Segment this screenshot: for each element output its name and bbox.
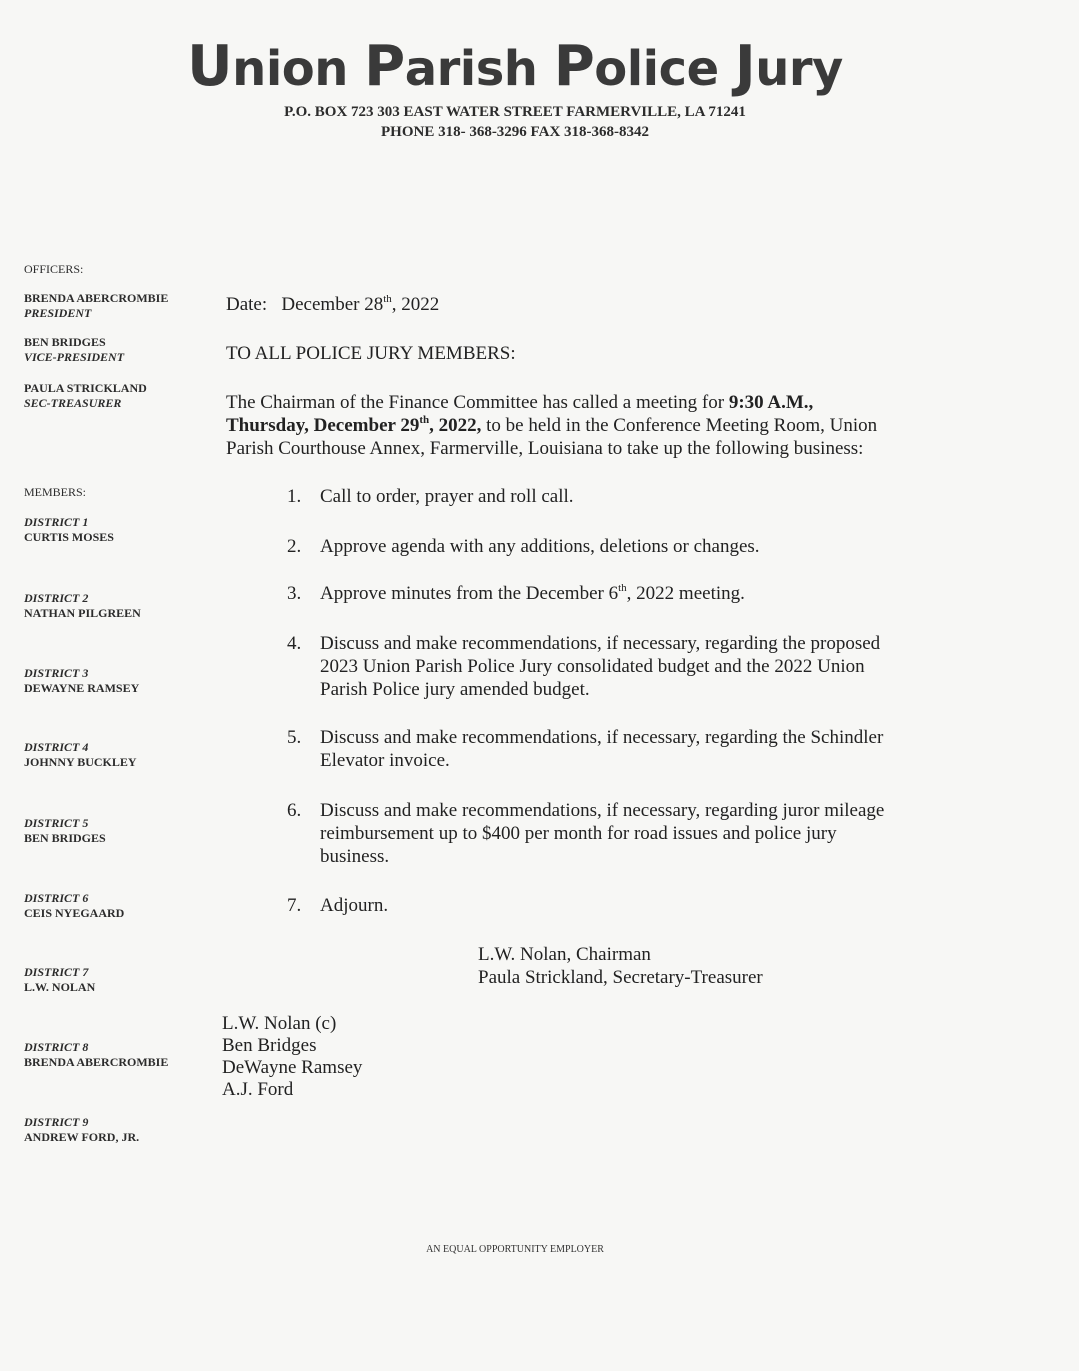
member-entry bbox=[24, 515, 114, 545]
agenda-item bbox=[287, 582, 967, 605]
member-entry bbox=[24, 816, 106, 846]
member-entry bbox=[24, 740, 137, 770]
letterhead-phone: PHONE 318- 368-3296 FAX 318-368-8342 bbox=[380, 124, 650, 140]
officer-name: BEN BRIDGES bbox=[24, 335, 106, 349]
member-name: JOHNNY BUCKLEY bbox=[24, 755, 137, 769]
committee-member: A.J. Ford bbox=[222, 1079, 294, 1100]
footer-eoe: AN EQUAL OPPORTUNITY EMPLOYER bbox=[426, 1244, 604, 1255]
agenda-item-text: Call to order, prayer and roll call. bbox=[320, 486, 574, 507]
member-district: DISTRICT 7 bbox=[24, 965, 89, 979]
agenda-item-text: Approve minutes from the December 6th, 2022 meeting. bbox=[320, 581, 745, 604]
member-entry bbox=[24, 1040, 168, 1070]
agenda-item-number: 1. bbox=[287, 486, 302, 507]
officers-heading: OFFICERS: bbox=[24, 262, 84, 276]
member-name: DEWAYNE RAMSEY bbox=[24, 681, 140, 695]
member-entry bbox=[24, 591, 141, 621]
member-name: L.W. NOLAN bbox=[24, 980, 96, 994]
agenda-item-number: 6. bbox=[287, 800, 302, 821]
member-entry bbox=[24, 965, 95, 995]
agenda-item bbox=[287, 632, 967, 701]
letterhead-address: P.O. BOX 723 303 EAST WATER STREET FARMERVILLE, LA 71241 bbox=[284, 104, 746, 120]
agenda-item-number: 7. bbox=[287, 895, 302, 916]
member-name: ANDREW FORD, JR. bbox=[24, 1130, 140, 1144]
committee-member: Ben Bridges bbox=[222, 1035, 317, 1056]
intro-line-3: Parish Courthouse Annex, Farmerville, Louisiana to take up the following business: bbox=[226, 438, 864, 459]
member-district: DISTRICT 8 bbox=[24, 1040, 89, 1054]
member-district: DISTRICT 4 bbox=[24, 740, 89, 754]
member-district: DISTRICT 6 bbox=[24, 891, 89, 905]
member-entry bbox=[24, 1115, 139, 1145]
agenda-item-text: Adjourn. bbox=[320, 895, 389, 916]
member-district: DISTRICT 5 bbox=[24, 816, 89, 830]
agenda-item bbox=[287, 726, 967, 772]
member-name: BEN BRIDGES bbox=[24, 831, 106, 845]
salutation: TO ALL POLICE JURY MEMBERS: bbox=[226, 343, 516, 364]
officer-entry bbox=[24, 381, 147, 411]
committee-member: L.W. Nolan (c) bbox=[222, 1013, 337, 1034]
signature-secretary: Paula Strickland, Secretary-Treasurer bbox=[478, 967, 763, 988]
intro-paragraph bbox=[226, 391, 986, 460]
members-heading: MEMBERS: bbox=[24, 485, 87, 499]
agenda-item-text: Approve agenda with any additions, deletions or changes. bbox=[320, 536, 760, 557]
officer-name: BRENDA ABERCROMBIE bbox=[24, 291, 169, 305]
intro-line-1: The Chairman of the Finance Committee has called a meeting for 9:30 A.M., bbox=[226, 392, 814, 413]
officer-title: SEC-TREASURER bbox=[24, 396, 122, 410]
officer-entry bbox=[24, 291, 168, 321]
member-entry bbox=[24, 666, 139, 696]
officer-name: PAULA STRICKLAND bbox=[24, 381, 147, 395]
member-district: DISTRICT 1 bbox=[24, 515, 89, 529]
agenda-item bbox=[287, 799, 967, 868]
agenda-item bbox=[287, 535, 967, 558]
agenda-item-number: 5. bbox=[287, 727, 302, 748]
officer-title: VICE-PRESIDENT bbox=[24, 350, 125, 364]
agenda-item-text: Discuss and make recommendations, if necessary, regarding juror mileage reimbursement up to $400 per month for road issues and police jury business. bbox=[320, 800, 885, 867]
signature-chairman: L.W. Nolan, Chairman bbox=[478, 944, 651, 965]
date-label: Date: bbox=[226, 294, 268, 315]
agenda-item bbox=[287, 485, 967, 508]
agenda-item-number: 2. bbox=[287, 536, 302, 557]
officer-title: PRESIDENT bbox=[24, 306, 92, 320]
member-district: DISTRICT 3 bbox=[24, 666, 89, 680]
member-district: DISTRICT 9 bbox=[24, 1115, 89, 1129]
member-name: CEIS NYEGAARD bbox=[24, 906, 125, 920]
agenda-item-text: Discuss and make recommendations, if necessary, regarding the Schindler Elevator invoice. bbox=[320, 727, 884, 771]
letter-date bbox=[226, 293, 439, 316]
signature-block bbox=[478, 943, 763, 989]
agenda-item-text: Discuss and make recommendations, if necessary, regarding the proposed 2023 Union Parish Police Jury consolidated budget and the 2022 Union Parish Police jury amended budget. bbox=[320, 633, 881, 700]
committee-member: DeWayne Ramsey bbox=[222, 1057, 363, 1078]
member-entry bbox=[24, 891, 124, 921]
letterhead-title: Union Parish Police Jury bbox=[187, 34, 843, 99]
member-district: DISTRICT 2 bbox=[24, 591, 89, 605]
member-name: CURTIS MOSES bbox=[24, 530, 114, 544]
agenda-item-number: 4. bbox=[287, 633, 302, 654]
member-name: NATHAN PILGREEN bbox=[24, 606, 141, 620]
date-value: December 28th, 2022 bbox=[281, 292, 440, 315]
intro-line-2: Thursday, December 29th, 2022, to be held in the Conference Meeting Room, Union bbox=[226, 413, 878, 436]
agenda-item-number: 3. bbox=[287, 583, 302, 604]
member-name: BRENDA ABERCROMBIE bbox=[24, 1055, 169, 1069]
committee-list bbox=[222, 1013, 362, 1101]
officer-entry bbox=[24, 335, 124, 365]
agenda-item bbox=[287, 894, 967, 917]
